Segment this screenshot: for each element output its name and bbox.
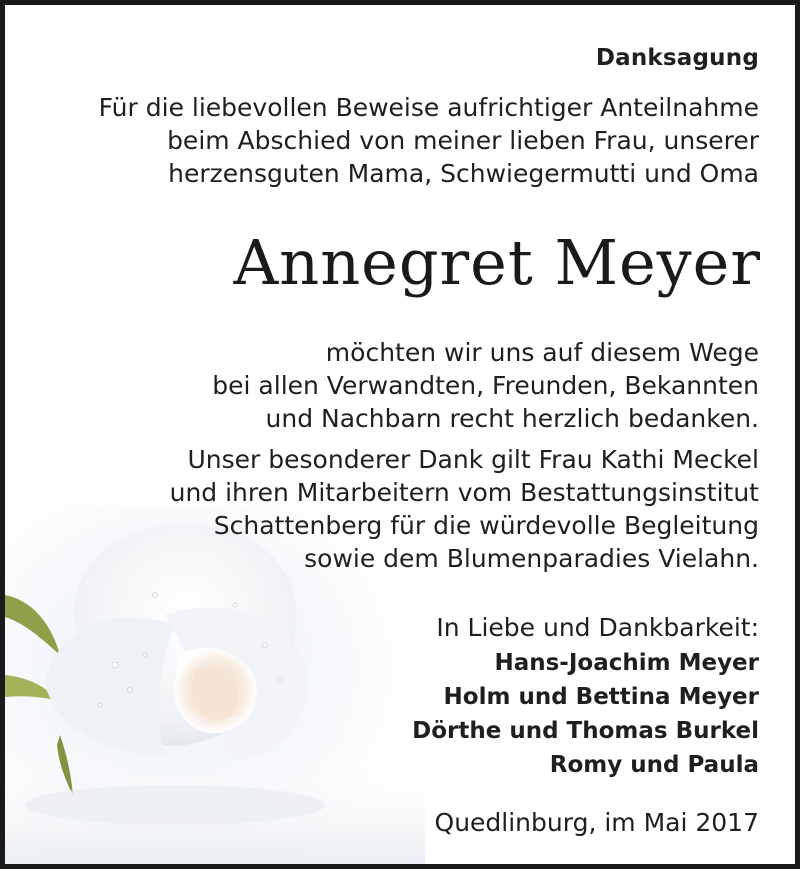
intro-line: herzensguten Mama, Schwiegermutti und Oma bbox=[168, 159, 759, 188]
special-thanks-line: Schattenberg für die würdevolle Begleitung bbox=[213, 511, 759, 540]
thanks-line: möchten wir uns auf diesem Wege bbox=[325, 338, 759, 367]
special-thanks-line: sowie dem Blumenparadies Vielahn. bbox=[304, 544, 759, 573]
signer-name: Holm und Bettina Meyer bbox=[443, 684, 759, 710]
special-thanks-line: Unser besonderer Dank gilt Frau Kathi Meckel bbox=[187, 445, 759, 474]
thanks-line: und Nachbarn recht herzlich bedanken. bbox=[265, 404, 759, 433]
intro-paragraph bbox=[99, 91, 759, 190]
thanks-paragraph bbox=[212, 336, 759, 435]
notice-heading: Danksagung bbox=[595, 45, 759, 71]
special-thanks-paragraph bbox=[170, 443, 759, 575]
signers-list bbox=[412, 646, 759, 782]
signer-name: Dörthe und Thomas Burkel bbox=[412, 718, 759, 744]
special-thanks-line: und ihren Mitarbeitern vom Bestattungsinstitut bbox=[169, 478, 759, 507]
thanks-line: bei allen Verwandten, Freunden, Bekannten bbox=[212, 371, 759, 400]
intro-line: beim Abschied von meiner lieben Frau, unserer bbox=[167, 126, 759, 155]
deceased-name: Annegret Meyer bbox=[233, 226, 761, 299]
place-date: Quedlinburg, im Mai 2017 bbox=[434, 808, 759, 837]
closing-line: In Liebe und Dankbarkeit: bbox=[436, 613, 759, 642]
signer-name: Romy und Paula bbox=[549, 752, 759, 778]
signer-name: Hans-Joachim Meyer bbox=[494, 650, 759, 676]
intro-line: Für die liebevollen Beweise aufrichtiger Anteilnahme bbox=[98, 93, 759, 122]
